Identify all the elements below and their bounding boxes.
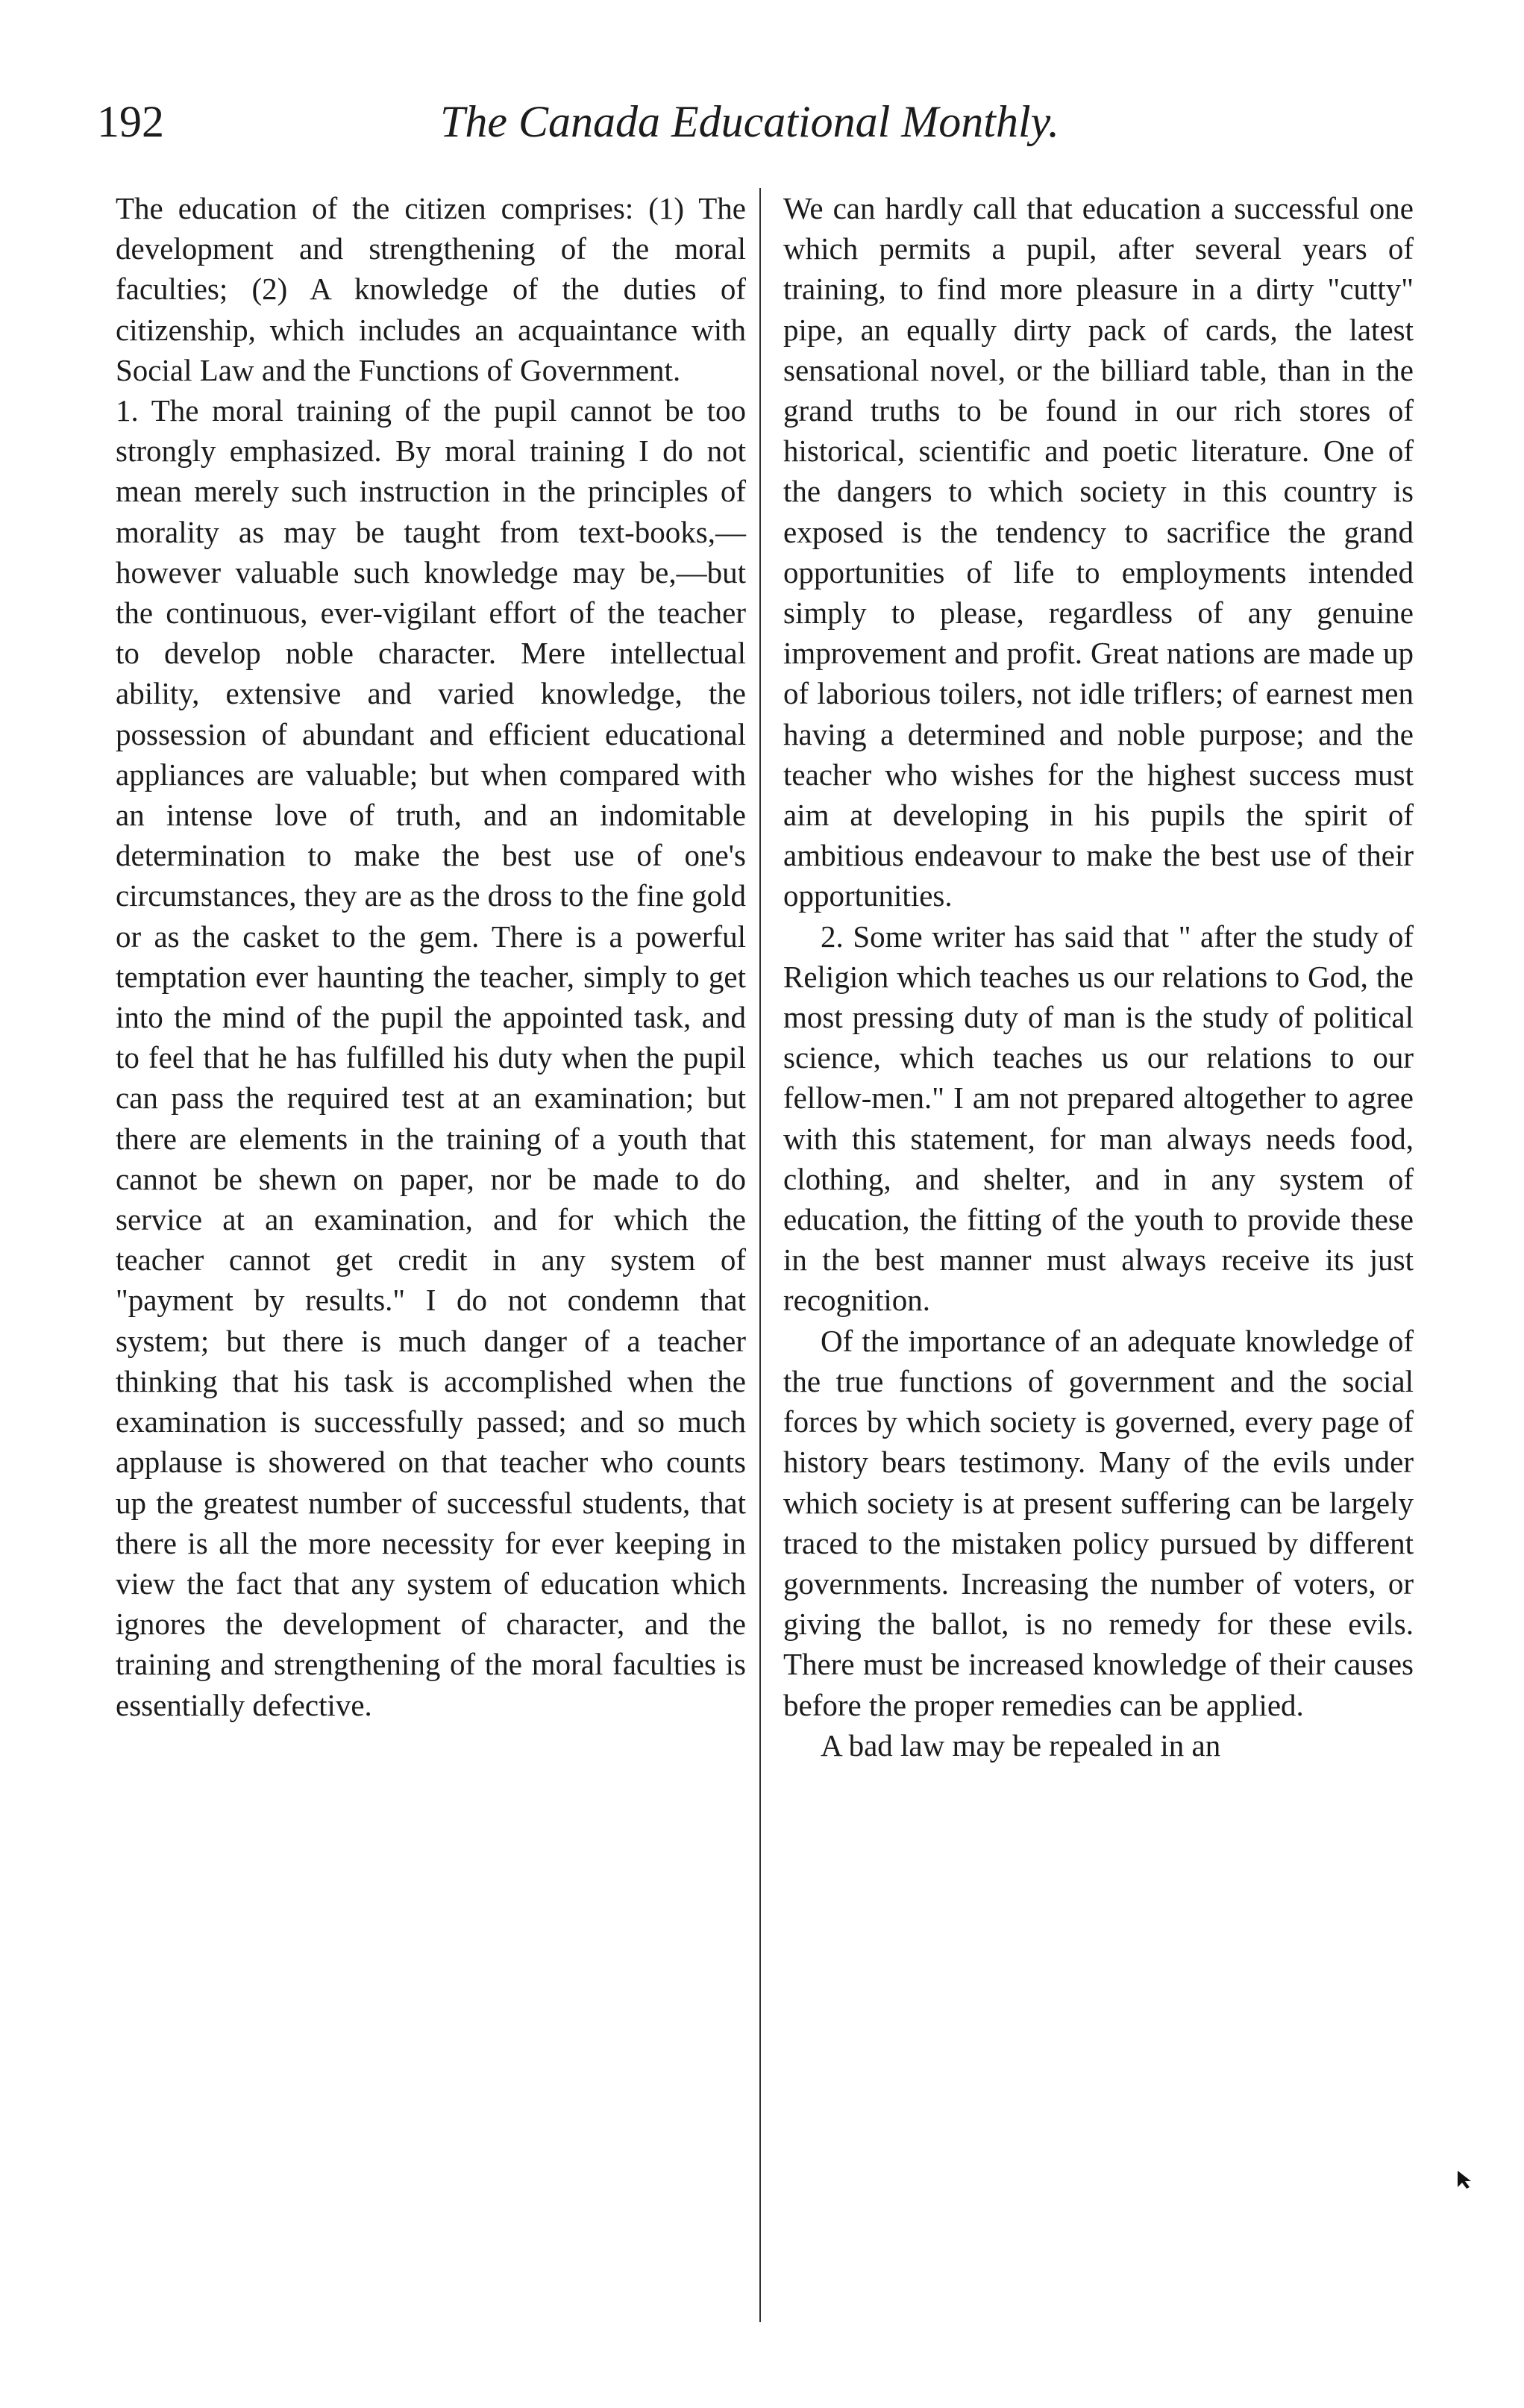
paragraph: 2. Some writer has said that " after the study of Religion which teaches us our relations to God, the most pressing duty of man is the study of political science, which teaches us our relations to our fellow-men." I am not prepared altogether to agree with this statement, for man always needs food, clothing, and shelter, and in any system of education, the fitting of the youth to provide these in the best manner must always receive its just recognition. xyxy=(783,919,1414,1318)
column-divider xyxy=(759,188,761,2322)
paragraph: 1. The moral training of the pupil cannot be too strongly emphasized. By moral training I do not mean merely such instruction in the principles of morality as may be taught from text-books,—however valuable such knowledge may be,—but the continuous, ever-vigilant effort of the teacher to develop noble character. Mere intellectual ability, extensive and varied knowledge, the possession of abundant and efficient educational appliances are valuable; but when compared with an intense love of truth, and an indomitable determination to make the best use of one's circumstances, they are as the dross to the fine gold or as the casket to the gem. There is a powerful temptation ever haunting the teacher, simply to get into the mind of the pupil the appointed task, and to feel that he has fulfilled his duty when the pupil can pass the required test at an examination; but there are elements in the training of a youth that cannot be shewn on paper, nor be made to do service at an examination, and for which the teacher cannot get credit in any system of "payment by results." I do not condemn that system; but there is much danger of a teacher thinking that his task is accomplished when the examination is successfully passed; and so much applause is showered on that teacher who counts up the greatest number of successful students, that there is all the more necessity for ever keeping in view the fact that any system of education which ignores the development of character, and the training and strengthening of the moral faculties is essentially defective. xyxy=(116,393,746,1722)
left-column xyxy=(116,188,746,1725)
right-column xyxy=(783,188,1414,1766)
page-header xyxy=(0,88,1524,155)
paragraph: A bad law may be repealed in an xyxy=(821,1727,1221,1763)
pointer-arrow-icon xyxy=(1455,2169,1476,2190)
paragraph: The education of the citizen comprises: (1) The development and strengthening of the moral faculties; (2) A knowledge of the duties of citizenship, which includes an acquaintance with Social Law and the Functions of Government. xyxy=(116,191,746,387)
paragraph: Of the importance of an adequate knowledge of the true functions of government and the social forces by which society is governed, every page of history bears testimony. Many of the evils under which society is at present suffering can be largely traced to the mistaken policy pursued by different governments. Increasing the number of voters, or giving the ballot, is no remedy for these evils. There must be increased knowledge of their causes before the proper remedies can be applied. xyxy=(783,1323,1414,1722)
paragraph: We can hardly call that education a successful one which permits a pupil, after several years of training, to find more pleasure in a dirty "cutty" pipe, an equally dirty pack of cards, the latest sensational novel, or the billiard table, than in the grand truths to be found in our rich stores of historical, scientific and poetic literature. One of the dangers to which society in this country is exposed is the tendency to sacrifice the grand opportunities of life to employments intended simply to please, regardless of any genuine improvement and profit. Great nations are made up of laborious toilers, not idle triflers; of earnest men having a determined and noble purpose; and the teacher who wishes for the highest success must aim at developing in his pupils the spirit of ambitious endeavour to make the best use of their opportunities. xyxy=(783,191,1414,913)
running-title: The Canada Educational Monthly. xyxy=(440,97,1059,146)
page-number: 192 xyxy=(97,97,164,146)
